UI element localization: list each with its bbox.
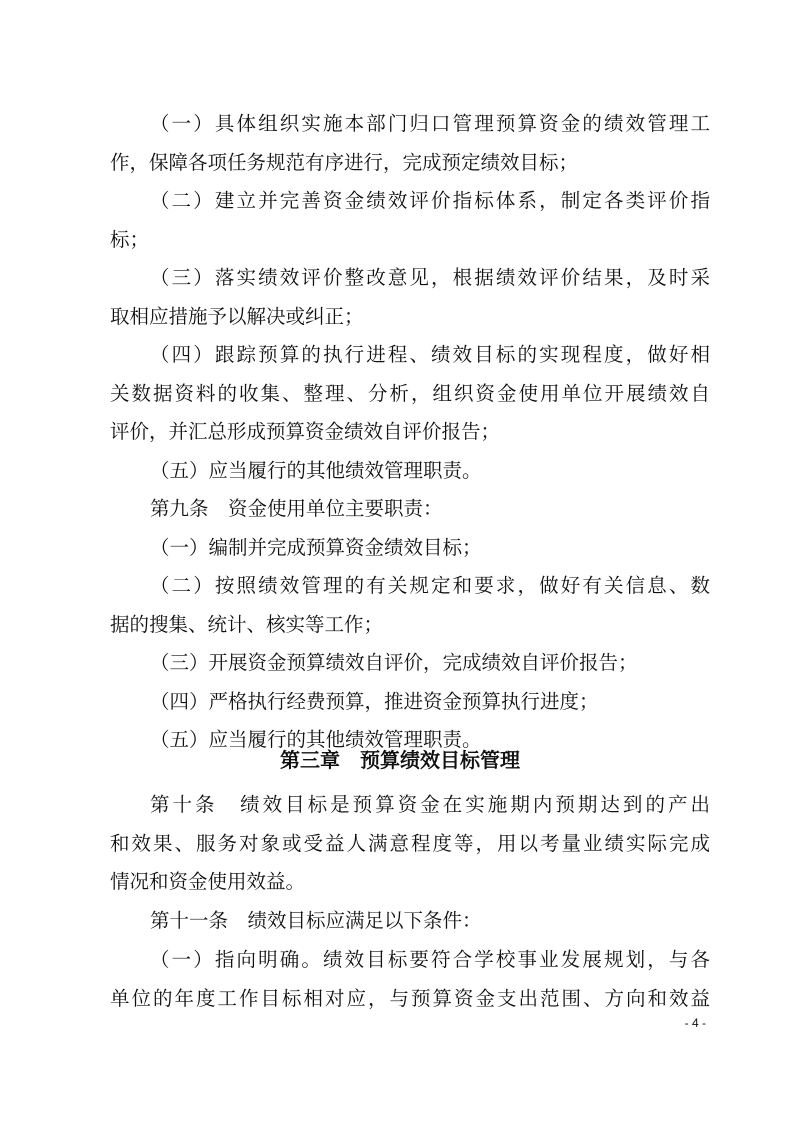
text-line: （三）落实绩效评价整改意见，根据绩效评价结果，及时采 [150, 266, 710, 289]
text-line: 第十一条 绩效目标应满足以下条件： [150, 909, 482, 933]
text-line: 单位的年度工作目标相对应，与预算资金支出范围、方向和效益 [110, 986, 710, 1010]
page-number: - 4 - [684, 1016, 706, 1030]
text-line: 作，保障各项任务规范有序进行，完成预定绩效目标； [110, 150, 579, 174]
text-line: （二）按照绩效管理的有关规定和要求，做好有关信息、数 [150, 574, 710, 597]
text-line: （四）跟踪预算的执行进程、绩效目标的实现程度，做好相 [150, 343, 710, 366]
text-line: 评价，并汇总形成预算资金绩效自评价报告； [110, 420, 501, 443]
text-line: 情况和资金使用效益。 [110, 870, 306, 894]
chapter-heading: 第三章 预算绩效目标管理 [280, 748, 520, 772]
text-line: 第十条 绩效目标是预算资金在实施期内预期达到的产出 [150, 793, 710, 816]
text-line: （五）应当履行的其他绩效管理职责。 [150, 728, 482, 751]
text-line: 取相应措施予以解决或纠正； [110, 304, 364, 328]
text-line: （二）建立并完善资金绩效评价指标体系，制定各类评价指 [150, 189, 710, 212]
text-line: 关数据资料的收集、整理、分析，组织资金使用单位开展绩效自 [110, 381, 710, 405]
text-line: 据的搜集、统计、核实等工作； [110, 612, 384, 636]
text-line: （一）具体组织实施本部门归口管理预算资金的绩效管理工 [150, 112, 710, 135]
text-line: （一）编制并完成预算资金绩效目标； [150, 535, 482, 559]
text-line: （四）严格执行经费预算，推进资金预算执行进度； [150, 689, 599, 713]
text-line: 标； [110, 227, 150, 251]
text-line: （五）应当履行的其他绩效管理职责。 [150, 458, 482, 482]
text-line: （三）开展资金预算绩效自评价，完成绩效自评价报告； [150, 651, 638, 674]
text-line: 和效果、服务对象或受益人满意程度等，用以考量业绩实际完成 [110, 831, 710, 855]
text-line: （一）指向明确。绩效目标要符合学校事业发展规划，与各 [150, 947, 710, 971]
text-line: 第九条 资金使用单位主要职责： [150, 497, 443, 520]
